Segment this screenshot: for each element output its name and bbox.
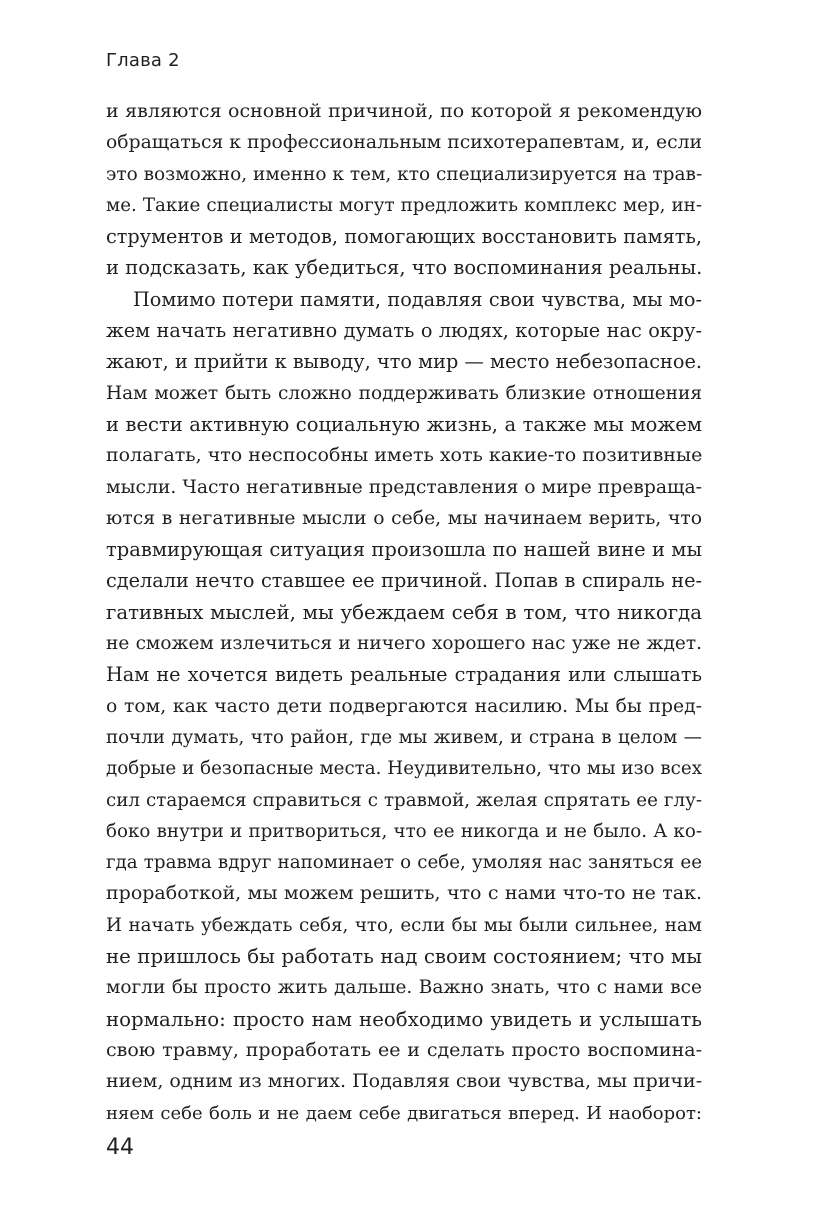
text-line: полагать, что неспособны иметь хоть какие-то позитивные xyxy=(106,444,702,467)
page-number: 44 xyxy=(106,1135,134,1160)
text-line: не пришлось бы работать над своим состоянием; что мы xyxy=(106,945,702,969)
text-line: и вести активную социальную жизнь, а также мы можем xyxy=(106,412,702,436)
text-line: нием, одним из многих. Подавляя свои чувства, мы причи- xyxy=(106,1070,702,1093)
text-line: гативных мыслей, мы убеждаем себя в том, что никогда xyxy=(106,600,702,624)
text-line: почли думать, что район, где мы живем, и страна в целом — xyxy=(106,726,702,748)
text-line: сил стараемся справиться с травмой, желая спрятать ее глу- xyxy=(106,789,702,811)
text-line: И начать убеждать себя, что, если бы мы были сильнее, нам xyxy=(106,914,702,936)
text-line: и являются основной причиной, по которой я рекомендую xyxy=(106,100,702,122)
text-line: обращаться к профессиональным психотерапевтам, и, если xyxy=(106,132,702,154)
text-line: Нам может быть сложно поддерживать близкие отношения xyxy=(106,382,702,404)
running-head: Глава 2 xyxy=(106,50,180,71)
text-line: травмирующая ситуация произошла по нашей вине и мы xyxy=(106,538,702,562)
text-line: добрые и безопасные места. Неудивительно, что мы изо всех xyxy=(106,758,702,780)
text-line: ме. Такие специалисты могут предложить комплекс мер, ин- xyxy=(106,194,702,216)
text-line: могли бы просто жить дальше. Важно знать, что с нами все xyxy=(106,977,702,999)
text-line: ются в негативные мысли о себе, мы начинаем верить, что xyxy=(106,507,702,529)
text-line: няем себе боль и не даем себе двигаться вперед. И наоборот: xyxy=(106,1102,702,1124)
text-line: сделали нечто ставшее ее причиной. Попав в спираль не- xyxy=(106,569,702,593)
text-line: жают, и прийти к выводу, что мир — место небезопасное. xyxy=(106,350,702,374)
body-text xyxy=(106,96,702,1129)
text-line: жем начать негативно думать о людях, которые нас окру- xyxy=(106,319,702,343)
text-line: мысли. Часто негативные представления о мире превраща- xyxy=(106,476,702,498)
text-line: о том, как часто дети подвергаются насилию. Мы бы пред- xyxy=(106,695,702,717)
text-line: проработкой, мы можем решить, что с нами что-то не так. xyxy=(106,882,702,905)
text-line: нормально: просто нам необходимо увидеть и услышать xyxy=(106,1007,702,1031)
text-line: гда травма вдруг напоминает о себе, умоляя нас заняться ее xyxy=(106,852,702,874)
paragraph-1 xyxy=(106,96,702,284)
text-line: струментов и методов, помогающих восстановить память, xyxy=(106,225,702,249)
text-line: боко внутри и притвориться, что ее никогда и не было. А ко- xyxy=(106,820,702,842)
text-line: Нам не хочется видеть реальные страдания или слышать xyxy=(106,663,702,687)
text-line: это возможно, именно к тем, кто специализируется на трав- xyxy=(106,163,702,185)
text-line: не сможем излечиться и ничего хорошего нас уже не ждет. xyxy=(106,633,702,655)
text-line: Помимо потери памяти, подавляя свои чувства, мы мо- xyxy=(133,287,702,311)
text-line: свою травму, проработать ее и сделать просто воспомина- xyxy=(106,1038,702,1061)
text-line: и подсказать, как убедиться, что воспоминания реальны. xyxy=(106,256,702,280)
paragraph-2 xyxy=(106,284,702,1129)
